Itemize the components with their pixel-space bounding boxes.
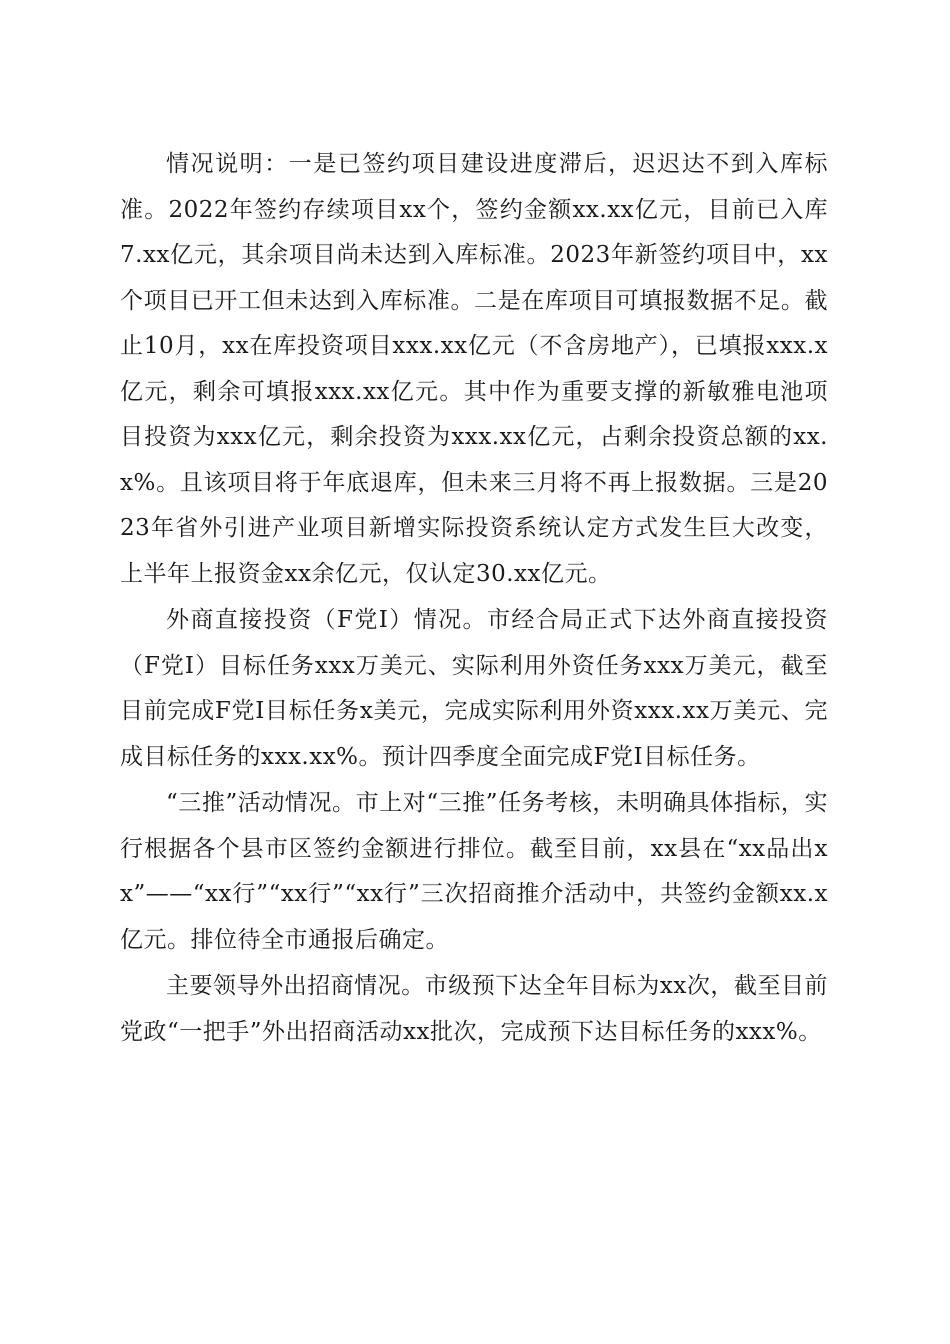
paragraph-three-promotions: “三推”活动情况。市上对“三推”任务考核，未明确具体指标，实行根据各个县市区签约金额进行排位。截至目前，xx县在“xx品出xx”——“xx行”“xx行”“xx行”三次招商推介活动中，共签约金额xx.x亿元。排位待全市通报后确定。 bbox=[120, 790, 828, 953]
paragraph-fdi-status: 外商直接投资（F党I）情况。市经合局正式下达外商直接投资（F党I）目标任务xxx万美元、实际利用外资任务xxx万美元，截至目前完成F党I目标任务x美元，完成实际利用外资xxx.xx万美元、完成目标任务的xxx.xx%。预计四季度全面完成F党I目标任务。 bbox=[120, 607, 828, 770]
document-body bbox=[120, 142, 828, 1055]
paragraph-leader-investment-trips: 主要领导外出招商情况。市级预下达全年目标为xx次，截至目前党政“一把手”外出招商活动xx批次，完成预下达目标任务的xxx%。 bbox=[120, 973, 828, 1045]
paragraph-situation-explanation: 情况说明：一是已签约项目建设进度滞后，迟迟达不到入库标准。2022年签约存续项目xx个，签约金额xx.xx亿元，目前已入库7.xx亿元，其余项目尚未达到入库标准。2023年新签约项目中，xx个项目已开工但未达到入库标准。二是在库项目可填报数据不足。截止10月，xx在库投资项目xxx.xx亿元（不含房地产），已填报xxx.x亿元，剩余可填报xxx.xx亿元。其中作为重要支撑的新敏雅电池项目投资为xxx亿元，剩余投资为xxx.xx亿元，占剩余投资总额的xx.x%。且该项目将于年底退库，但未来三月将不再上报数据。三是2023年省外引进产业项目新增实际投资系统认定方式发生巨大改变，上半年上报资金xx余亿元，仅认定30.xx亿元。 bbox=[120, 151, 828, 587]
